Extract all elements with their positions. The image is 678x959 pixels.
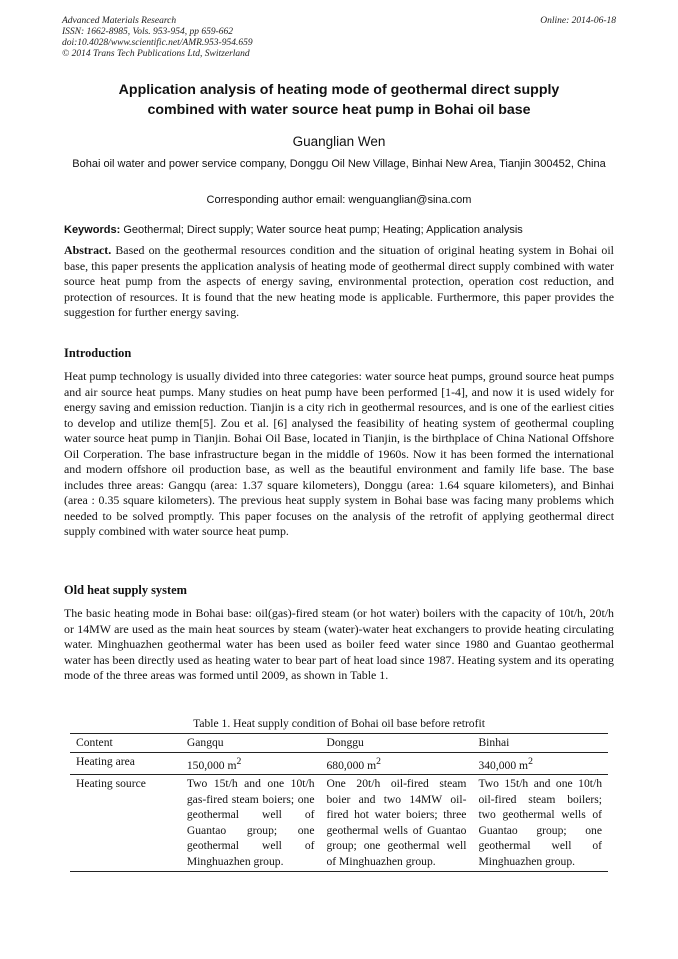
table-header-cell: Content — [70, 734, 181, 753]
table-cell: Two 15t/h and one 10t/h gas-fired steam boiers; one geothermal well of Guantao group; one geothermal well of Minghuazhen group. — [181, 775, 321, 872]
journal-header — [62, 16, 616, 60]
table-cell: Two 15t/h and one 10t/h oil-fired steam boilers; two geothermal wells of Guantao group; one geothermal well of Minghuazhen group. — [472, 775, 608, 872]
area-value: 680,000 m — [326, 758, 377, 772]
table-header-cell: Binhai — [472, 734, 608, 753]
abstract-label: Abstract. — [64, 243, 112, 257]
title-line-2: combined with water source heat pump in Bohai oil base — [147, 102, 531, 118]
introduction-paragraph: Heat pump technology is usually divided into three categories: water source heat pumps, ground source heat pumps and air source heat pumps. Many studies on heat pump have been performed [1-4], and now it is used widely for energy saving and emission reduction. Tianjin is a city rich in geothermal resources, and is one of the earliest cities to develop and utilize them[5]. Zou et al. [6] analysed the feasibility of heating system of geothermal coupling water source heat pump in Tianjin. Bohai Oil Base, located in Tianjin, is the birthplace of China National Offshore Oil Corperation. The base infrastructure began in the middle of 1960s. Now it has been formed the international and modern offshore oil production base, as well as the beautiful environment and family life base. The base includes three areas: Gangqu (area: 1.37 square kilometers), Donggu (area: 1.64 square kilometers), and Binhai (area : 0.35 square kilometers). The previous heat supply system in Bohai base was facing many problems which needed to be solved promptly. This paper focuses on the analysis of the retrofit of applying geothermal direct supply combined with water source heat pump. — [64, 369, 614, 538]
table-row-label: Heating area — [70, 752, 181, 774]
table-cell — [472, 752, 608, 774]
author-name: Guanglian Wen — [292, 134, 386, 149]
table-row — [70, 752, 608, 774]
table-row — [70, 775, 608, 872]
table-header-cell: Donggu — [321, 734, 473, 753]
journal-name: Advanced Materials Research — [62, 16, 177, 26]
unit-superscript: 2 — [376, 755, 381, 767]
abstract — [64, 243, 614, 321]
section-heading-introduction: Introduction — [64, 346, 132, 360]
table-cell — [321, 752, 473, 774]
table-cell — [181, 752, 321, 774]
heat-supply-table — [70, 733, 608, 872]
unit-superscript: 2 — [236, 755, 242, 767]
area-value: 150,000 m — [186, 758, 237, 772]
online-date: Online: 2014-06-18 — [540, 16, 616, 26]
table-caption: Table 1. Heat supply condition of Bohai oil base before retrofit — [193, 717, 485, 730]
table-header-cell: Gangqu — [181, 734, 321, 753]
table-header-row — [70, 734, 608, 753]
keywords — [64, 224, 618, 236]
title-line-1: Application analysis of heating mode of geothermal direct supply — [118, 82, 560, 98]
copyright-line: © 2014 Trans Tech Publications Ltd, Switzerland — [62, 49, 250, 59]
paper-title — [62, 80, 616, 120]
table-row-label: Heating source — [70, 775, 181, 872]
abstract-text: Based on the geothermal resources condition and the situation of original heating system in Bohai oil base, this paper presents the application analysis of heating mode of geothermal direct supply combined with water source heat pump from the aspects of energy saving, environmental protection, operation cost reduction, and protection of resources. It is found that the new heating mode is applicable. Furthermore, this paper provides the suggestion for further energy saving. — [64, 243, 614, 319]
keywords-label: Keywords: — [64, 224, 121, 236]
area-value: 340,000 m — [478, 758, 529, 772]
keywords-text: Geothermal; Direct supply; Water source heat pump; Heating; Application analysis — [123, 224, 523, 236]
section-heading-old-system: Old heat supply system — [64, 583, 187, 597]
old-system-paragraph: The basic heating mode in Bohai base: oil(gas)-fired steam (or hot water) boilers with the capacity of 10t/h, 20t/h or 14MW are used as the main heat sources by steam (water)-water heat exchangers to provide heating circulating water. Minghuazhen geothermal water has been used as boiler feed water since 1980 and Guantao geothermal water has been directly used as heating water to bear part of heat load since 1987. Heating system and its operating mode of the three areas was formed until 2009, as shown in Table 1. — [64, 606, 614, 682]
issn-line: ISSN: 1662-8985, Vols. 953-954, pp 659-662 — [62, 27, 233, 37]
table-cell: One 20t/h oil-fired steam boier and two 14MW oil-fired hot water boiers; three geothermal wells of Guantao group; one geothermal well of Minghuazhen group. — [321, 775, 473, 872]
affiliation: Bohai oil water and power service company, Donggu Oil New Village, Binhai New Area, Tianjin 300452, China — [72, 158, 606, 170]
unit-superscript: 2 — [528, 755, 533, 767]
corresponding-email[interactable]: Corresponding author email: wenguanglian@sina.com — [206, 194, 472, 206]
doi-line[interactable]: doi:10.4028/www.scientific.net/AMR.953-954.659 — [62, 38, 253, 48]
